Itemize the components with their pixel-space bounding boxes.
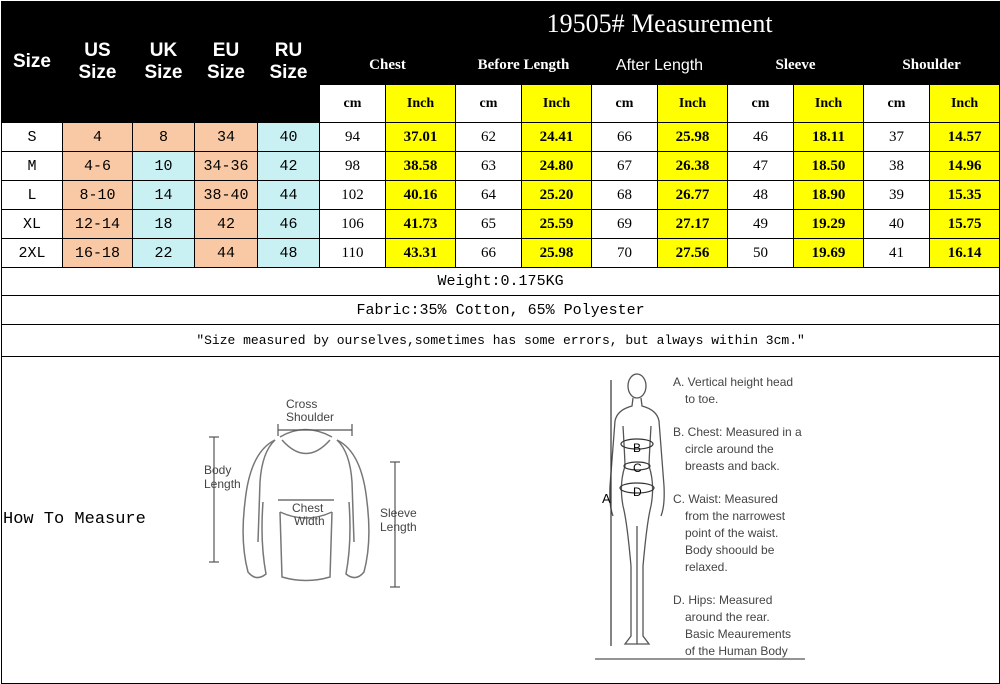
before-inch-cell: 25.59 [522, 210, 592, 239]
after-inch-cell: 26.77 [658, 181, 728, 210]
chest-inch-cell: 40.16 [386, 181, 456, 210]
eu-cell: 34-36 [195, 152, 258, 181]
shoulder-group-header: Shoulder [864, 47, 1000, 85]
after-cm-cell: 66 [592, 123, 658, 152]
uk-cell: 14 [133, 181, 195, 210]
us-cell: 12-14 [63, 210, 133, 239]
before-inch-cell: 24.41 [522, 123, 592, 152]
marker-b: B [633, 441, 642, 455]
us-size-header-text: US Size [78, 40, 117, 83]
eu-cell: 34 [195, 123, 258, 152]
chest-cm-cell: 98 [320, 152, 386, 181]
chest-cm-cell: 106 [320, 210, 386, 239]
note-d-3: Basic Meaurements [685, 627, 792, 641]
unit-cm: cm [592, 85, 658, 123]
chest-cm-cell: 94 [320, 123, 386, 152]
marker-a: A [602, 491, 611, 506]
how-to-measure-section [2, 357, 1000, 684]
note-b-1: B. Chest: Measured in a [673, 425, 802, 439]
disclaimer-note: "Size measured by ourselves,sometimes has some errors, but always within 3cm." [2, 325, 1000, 357]
body-length-label-2: Length [204, 477, 241, 491]
note-d-1: D. Hips: Measured [673, 593, 773, 607]
sleeve-group-header: Sleeve [728, 47, 864, 85]
note-b-3: breasts and back. [685, 459, 780, 473]
before-inch-cell: 25.98 [522, 239, 592, 268]
shoulder-cm-cell: 40 [864, 210, 930, 239]
weight-note: Weight:0.175KG [2, 268, 1000, 296]
shoulder-inch-cell: 14.57 [930, 123, 1000, 152]
note-b-2: circle around the [685, 442, 774, 456]
ru-size-header-text: RU Size [269, 40, 308, 83]
after-inch-cell: 27.56 [658, 239, 728, 268]
before-inch-cell: 24.80 [522, 152, 592, 181]
size-row [2, 239, 1000, 268]
marker-c: C [633, 461, 642, 475]
marker-d: D [633, 485, 642, 499]
before-length-group-header: Before Length [456, 47, 592, 85]
sleeve-inch-cell: 18.50 [794, 152, 864, 181]
shoulder-inch-cell: 14.96 [930, 152, 1000, 181]
unit-inch: Inch [522, 85, 592, 123]
sleeve-cm-cell: 49 [728, 210, 794, 239]
chest-inch-cell: 37.01 [386, 123, 456, 152]
uk-cell: 10 [133, 152, 195, 181]
note-a-1: A. Vertical height head [673, 375, 794, 389]
chest-width-label-1: Chest [292, 501, 324, 515]
after-cm-cell: 67 [592, 152, 658, 181]
size-row [2, 181, 1000, 210]
size-chart-table [1, 1, 1000, 684]
chest-cm-cell: 102 [320, 181, 386, 210]
ru-cell: 46 [258, 210, 320, 239]
unit-inch: Inch [658, 85, 728, 123]
eu-cell: 42 [195, 210, 258, 239]
sleeve-inch-cell: 18.11 [794, 123, 864, 152]
sleeve-inch-cell: 19.69 [794, 239, 864, 268]
shoulder-inch-cell: 16.14 [930, 239, 1000, 268]
size-row [2, 210, 1000, 239]
us-size-header [63, 2, 133, 123]
eu-size-header [195, 2, 258, 123]
size-cell: M [2, 152, 63, 181]
unit-inch: Inch [930, 85, 1000, 123]
us-cell: 8-10 [63, 181, 133, 210]
chest-inch-cell: 38.58 [386, 152, 456, 181]
body-measure-diagram [595, 366, 815, 666]
size-row [2, 123, 1000, 152]
unit-cm: cm [864, 85, 930, 123]
before-cm-cell: 64 [456, 181, 522, 210]
sleeve-length-label-2: Length [380, 520, 417, 534]
note-c-5: relaxed. [685, 560, 728, 574]
ru-cell: 44 [258, 181, 320, 210]
sleeve-inch-cell: 19.29 [794, 210, 864, 239]
chest-cm-cell: 110 [320, 239, 386, 268]
fabric-note: Fabric:35% Cotton, 65% Polyester [2, 296, 1000, 325]
note-c-3: point of the waist. [685, 526, 779, 540]
sweater-measure-diagram [200, 392, 430, 597]
uk-cell: 18 [133, 210, 195, 239]
cross-shoulder-label-1: Cross [286, 397, 318, 411]
us-cell: 4-6 [63, 152, 133, 181]
shoulder-cm-cell: 41 [864, 239, 930, 268]
chest-group-header: Chest [320, 47, 456, 85]
sleeve-cm-cell: 47 [728, 152, 794, 181]
eu-cell: 44 [195, 239, 258, 268]
after-inch-cell: 25.98 [658, 123, 728, 152]
uk-cell: 8 [133, 123, 195, 152]
before-cm-cell: 65 [456, 210, 522, 239]
before-cm-cell: 63 [456, 152, 522, 181]
unit-cm: cm [728, 85, 794, 123]
size-rows [2, 123, 1000, 268]
sleeve-inch-cell: 18.90 [794, 181, 864, 210]
unit-cm: cm [320, 85, 386, 123]
us-cell: 4 [63, 123, 133, 152]
after-inch-cell: 26.38 [658, 152, 728, 181]
ru-size-header [258, 2, 320, 123]
shoulder-inch-cell: 15.75 [930, 210, 1000, 239]
ru-cell: 48 [258, 239, 320, 268]
unit-inch: Inch [386, 85, 456, 123]
note-c-1: C. Waist: Measured [673, 492, 778, 506]
ru-cell: 40 [258, 123, 320, 152]
how-to-measure-label: How To Measure [3, 510, 146, 529]
uk-size-header-text: UK Size [144, 40, 183, 83]
body-notes [673, 375, 802, 658]
size-cell: L [2, 181, 63, 210]
uk-cell: 22 [133, 239, 195, 268]
note-d-2: around the rear. [685, 610, 770, 624]
size-cell: XL [2, 210, 63, 239]
unit-inch: Inch [794, 85, 864, 123]
chest-width-label-2: Width [294, 514, 325, 528]
before-inch-cell: 25.20 [522, 181, 592, 210]
after-cm-cell: 70 [592, 239, 658, 268]
note-c-4: Body shoould be [685, 543, 775, 557]
before-cm-cell: 62 [456, 123, 522, 152]
unit-cm: cm [456, 85, 522, 123]
cross-shoulder-label-2: Shoulder [286, 410, 335, 424]
note-d-4: of the Human Body [685, 644, 788, 658]
before-cm-cell: 66 [456, 239, 522, 268]
us-cell: 16-18 [63, 239, 133, 268]
sleeve-cm-cell: 50 [728, 239, 794, 268]
shoulder-inch-cell: 15.35 [930, 181, 1000, 210]
chart-title: 19505# Measurement [320, 2, 1000, 47]
sleeve-length-label-1: Sleeve [380, 506, 417, 520]
body-length-label-1: Body [204, 463, 232, 477]
after-cm-cell: 68 [592, 181, 658, 210]
note-c-2: from the narrowest [685, 509, 786, 523]
eu-size-header-text: EU Size [206, 40, 246, 83]
after-inch-cell: 27.17 [658, 210, 728, 239]
size-cell: S [2, 123, 63, 152]
chest-inch-cell: 43.31 [386, 239, 456, 268]
ru-cell: 42 [258, 152, 320, 181]
uk-size-header [133, 2, 195, 123]
size-cell: 2XL [2, 239, 63, 268]
chest-inch-cell: 41.73 [386, 210, 456, 239]
after-cm-cell: 69 [592, 210, 658, 239]
eu-cell: 38-40 [195, 181, 258, 210]
sleeve-cm-cell: 48 [728, 181, 794, 210]
shoulder-cm-cell: 37 [864, 123, 930, 152]
after-length-group-header: After Length [592, 47, 728, 85]
size-header: Size [2, 2, 63, 123]
shoulder-cm-cell: 38 [864, 152, 930, 181]
size-row [2, 152, 1000, 181]
shoulder-cm-cell: 39 [864, 181, 930, 210]
note-a-2: to toe. [685, 392, 719, 406]
sleeve-cm-cell: 46 [728, 123, 794, 152]
